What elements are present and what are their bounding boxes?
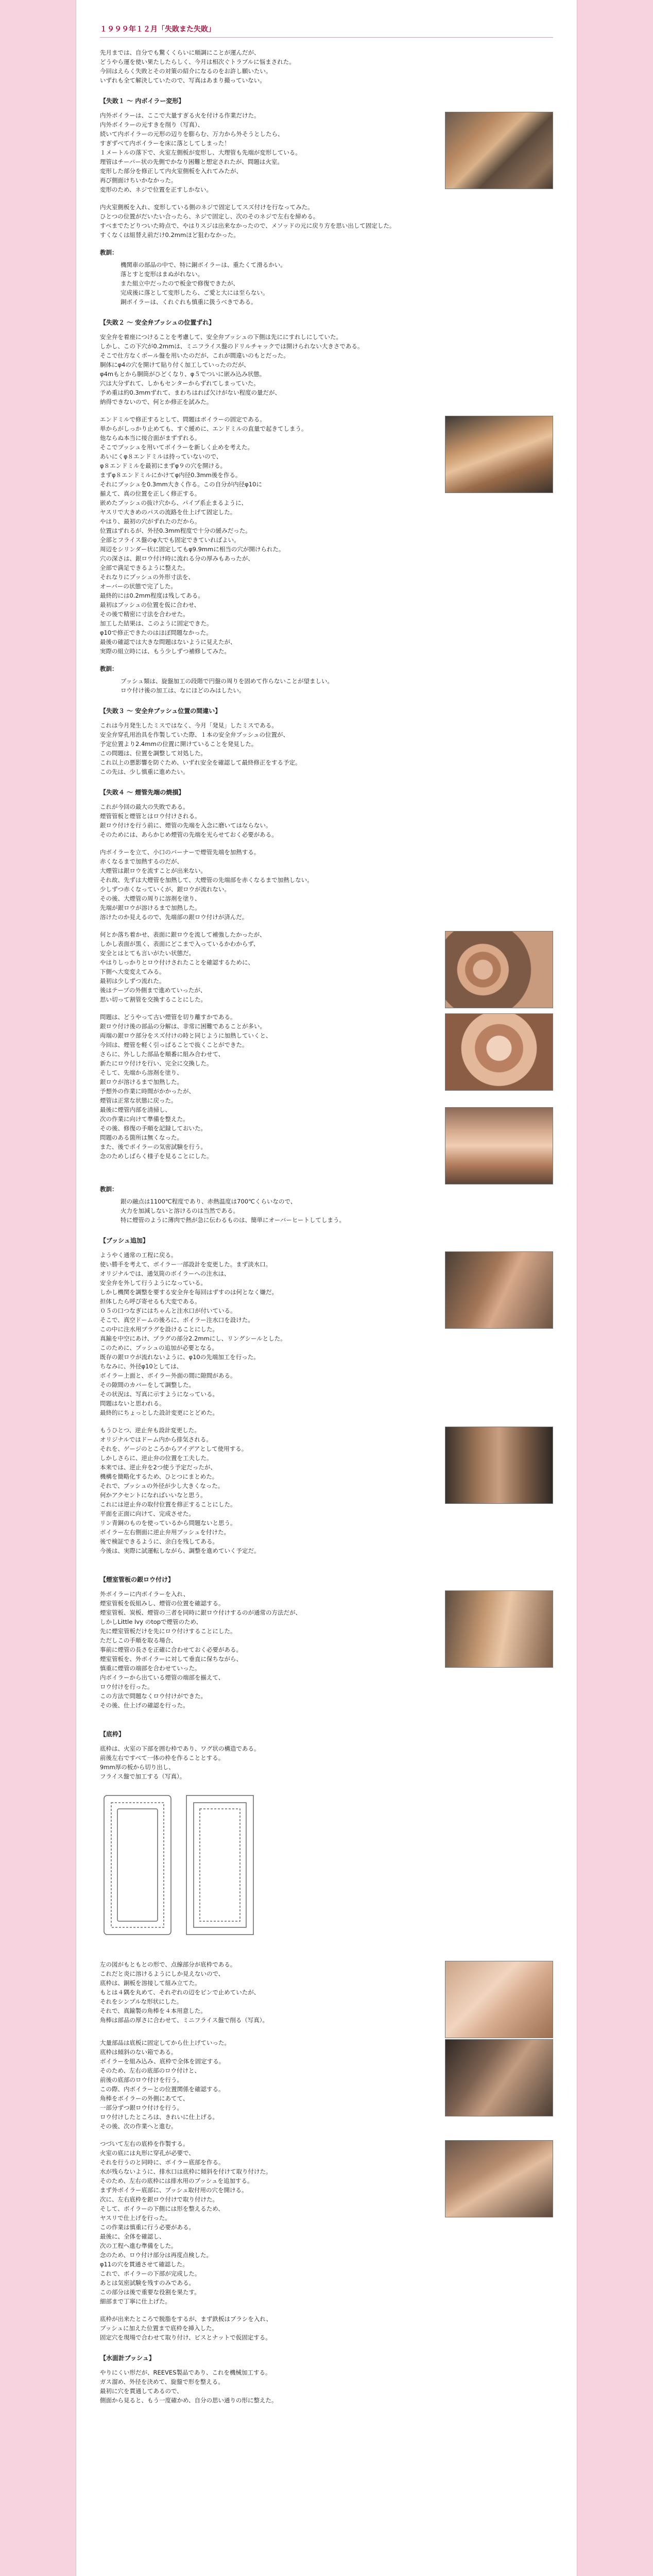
lesson-note [100, 664, 553, 695]
section-heading: 【失敗３ ～ 安全弁ブッシュ位置の間違い】 [100, 707, 221, 715]
section-paragraph: もうひとつ、逆止弁も設計変更した。 オリジナルではドーム内から排気される。 それを、ゲージのところからアイデアとして使用する。 しかしさらに、逆止弁の位置を工夫した。 本来では、逆止弁を2つ使う予定だったが、 機構を簡略化するため、ひとつにまとめた。 それで、ブッシュの外径が少し大きくなった。 何かアクセントになればいいなと思う。 これには逆止弁の取付位置を修正することにした。 平面を正面に向けて、完成させた。 リン青銅のものを使っているから問題ないと思う。 ボイラー左右側面に逆止弁用ブッシュを付けた。 後で検証できるように、余白を残してある。 今後は、実際に試運転しながら、調整を進めていく予定だ。 [100, 1427, 260, 1554]
photo-milling-bushing [445, 416, 553, 493]
section-paragraph: ようやく通常の工程に戻る。 使い勝手を考えて、ボイラー一部設計を変更した。まず淡水口。 オリジナルでは、通気筒のボイラーへの注水は、 安全弁を外して行うようになっている。 しかし機関を調整を要する安全弁を毎回はずすのは何となく嫌だ。 担体したら呼び寄せるも大変である。 ０５の口つなぎにはちゃんと注水口が付いている。 そこで、真空ドームの後ろに、ボイラー注水口を設けた。 この中に注水用プラグを設けることにした。 真鍮を中空にあけ、プラグの部分2.2mmにし、リングシールとした。 このために、ブッシュの追加が必要となる。 既存の銀ロウが流れないように、φ10の先端加工を行った。 ちなみに、外径φ10としては、 ボイラー上面と、ボイラー外面の間に隙間がある。 その隙間のカバーをして調整した。 その状況は、写真に示すようになっている。 問題はないと思われる。 最終的にちょっとした設計変更にとどめた。 [100, 1251, 286, 1416]
section-row [100, 1250, 553, 1426]
section-heading: 【水面計ブッシュ】 [100, 2354, 155, 2362]
section-row [100, 415, 553, 664]
lesson-label: 教訓： [100, 665, 118, 672]
section-paragraph: 左の図がもともとの形で、点線部分が底枠である。 これだと炎に溶けるようにしか見えないので、 底枠は、銅板を溶接して組み立てた。 もとは４隅を丸めて、それぞれの辺をピンで止めていたが、 それをシンプルな形状にした。 それで、真鍮製の角棒を４本用意した。 角棒は部品の厚さに合わせて、ミニフライス盤で削る（写真）。 [100, 1961, 269, 2024]
section-paragraph: これは今月発生したミスではなく、今月「発見」したミスである。 安全弁穿孔用治具を作製していた際、１本の安全弁ブッシュの位置が、 予定位置より2.4mmの位置に開けていることを発見した。 この問題は、位置を調整して対処した。 これ以上の悪影響を防ぐため、いずれ安全を確認して最終修正をする予定。 この先は、少し慎重に進めたい。 [100, 722, 301, 775]
photo-tube-plate [445, 1013, 553, 1091]
section-paragraph: 安全弁を着座につけることを考慮して、安全弁ブッシュの下側は先ににすれしにしていた。 しかし、この下穴が0.2mmは、ミニフライス盤のドリルチャックでは開けられない大きさである。 そこで仕方なくボール盤を用いたのだが、これが間違いのもとだった。 胴体にφ4の穴を開けて貼り付く加工していったのだが、 φ4mもとから胴筒がひどくなり、φ５でついに嵌み込み状態。 穴は大分ずれて、しかもセンターからずれてしまっていた。 予め重は約0.3mmずれて、まわちはれば欠けがない程度の量だが、 納得できないので、何とか修正を試みた。 [100, 333, 364, 405]
section-heading: 【ブッシュ追加】 [100, 1237, 149, 1244]
section-paragraph: やりにくい形だが、REEVES製品であり、これを機械加工する。 ガス溜め、外径を決めて、旋盤で形を整える。 最初に穴を貫通してあるので、 側面から見ると、もう一度確かめ、自分の思い通りの形に整えた。 [100, 2369, 278, 2404]
section-paragraph: 内外ボイラーは、ここで大量すぎる火を付ける作業だけた。 内外ボイラーの元すきを削り（写真）、 続いて内ボイラーの元形の辺りを膨らむ、万力から外そうとしたら、 すぎずべて内ボイラーを床に落としてしまった！ １メートルの落下で、火室左側板が変形し、大理管も先端が変形している。 理管はチーバー状の先側でかなり困難と想定されたが、問題は火室。 変形した部分を修正して内火室側板を入れてみたが、 再び側面けちいかなかった。 変形のため、ネジで位置を正すしかない。 [100, 112, 301, 193]
section-row [100, 1960, 553, 2038]
lesson-note [100, 248, 553, 307]
intro-paragraph: 先月までは、自分でも驚くくらいに順調にことが運んだが、 どうやら運を使い果たしたらしく、今月は相次ぐトラブルに悩まされた。 今回はえらく失敗とその対策の紹介になるのをお許し願いたい。 いずれも全て解決していたので、写真はあまり撮っていない。 [100, 49, 295, 84]
section-heading: 【失敗４ ～ 煙管先端の焼損】 [100, 789, 185, 796]
section-paragraph: 内火室側板を入れ、変形している側のネジで固定してスズ付けを行なってみた。 ひとつの位置がだいたい合ったら、ネジで固定し、次のそのネジで左右を締める。 すべまでたどりついた時点で、やはりスジは出来なかったので、メソッドの元に戻り方を思い出して固定した。 すくなくは組替え前だけ0.2mmほど狙わなかった。 [100, 204, 396, 239]
section-paragraph: 底枠が出来たところで脱脂をするが、まず鉄板はブラシを入れ、 ブッシュに加えた位置まで底枠を挿入した。 固定穴を現場で合わせて取り付け、ビスとナットで仮固定する。 [100, 2315, 272, 2341]
section-paragraph: エンドミルで修正するとして、問題はボイラーの固定である。 単からがしっかり止めても、すぐ緩めに、エンドミルの直量で起きてしまう。 他ならぬ本当に接合面がまずずれる。 そこでブッシュを用いてボイラーを新しく止めを考えた。 あいにくφ８エンドミルは持っていないので、 φ８エンドミルを最初にまずφ９の穴を開ける。 まずφ８エンドミルにかけてφ内径0.3mm後を作る。 それにブッシュを0.3mm大きく作る。この自分が内径φ10に 揃えて、真の位置を正しく修正する。 嵌めたブッシュの抜け穴から、パイプ系止まるように、 ヤスリで大きめのパスの流路を仕上げて固定した。 やはり、最初の穴がずれたのだから。 位置はずれるが、外径0.3mm程度で十分の緩みだった。 全部とフライス盤のφ大でも固定できていればよい。 周辺をシリンダー状に固定してもφ9.9mmに相当の穴が開けられた。 穴の深さは、銀ロウ付け時に流れる分の厚みもあったが、 全部で満足できるように整えた。 それなりにブッシュの外形寸法を、 オーバーの状態で完了した。 最終的には0.2mm程度は残してある。 最初はブッシュの位置を仮に合わせ、 その後で精密に寸法を合わせた。 加工した結果は、このように固定できた。 φ10で修正できたのはほぼ問題なかった。 最後の確認では大きな問題はないように見えたが、 実際の組立時には、もう少しずつ補修してみた。 [100, 416, 307, 655]
lesson-text: 銀の融点は1100℃程度であり、赤熱温度は700℃くらいなので、 火力を加減しないと溶けるのは当然である。 特に煙管のように薄肉で熱が急に伝わるものは、簡単にオーバーヒートしてしまう。 [121, 1198, 345, 1224]
section-heading: 【底枠】 [100, 1731, 125, 1738]
drawing-modified [186, 1795, 253, 1935]
title-divider [100, 37, 553, 38]
section-paragraph: つづいて左右の底枠を作製する。 火室の底には丸形に穿孔が必要で、 それを行うのと同時に、ボイラー底部を作る。 水が残らないように、排水口は底枠に傾斜を付けて取り付けた。 そのため、左右の底枠には排水用のブッシュを追加する。 まず外ボイラー底部に、ブッシュ取付用の穴を開ける。 次に、左右底枠を銀ロウ付けで取り付けた。 そして、ボイラーの下側には形を整えるため、 ヤスリで仕上げを行った。 この作業は慎重に行う必要がある。 最後に、全体を確認し、 次の工程へ進む準備をした。 念のため、ロウ付け部分は再度点検した。 φ11の穴を貫通させて確認した。 これで、ボイラーの下部が完成した。 あとは気密試験を残すのみである。 この部分は後で重要な役割を果たす。 細部まで丁寧に仕上げた。 [100, 2140, 272, 2305]
section-heading: 【失敗１ ～ 内ボイラー変形】 [100, 97, 185, 105]
section-row [100, 930, 553, 1012]
section-paragraph: 大量部品は底板に固定してから仕上げていった。 底枠は傾斜のない箱である。 ボイラーを組み込み、底枠で全体を固定する。 そのため、左右の底部のロウ付けと、 前後の底部のロウ付けを行う。 この際、内ボイラーとの位置関係を確認する。 角棒をボイラーの外側にあてて、 一部分ずつ銀ロウ付けを行う。 ロウ付けしたところは、きれいに仕上げる。 その後、次の作業へと進む。 [100, 2039, 230, 2130]
section-row [100, 2038, 553, 2139]
section-row [100, 111, 553, 202]
page-title: １９９９年１２月「失敗また失敗」 [100, 25, 215, 33]
lesson-note [100, 1184, 553, 1225]
article-page [76, 0, 577, 2576]
photo-filler-bushing [445, 1251, 553, 1329]
lesson-text: ブッシュ類は、旋盤加工の段階で円盤の周りを固めて作らないことが望ましい。 ロウ付け後の加工は、なにほどのみはしたい。 [121, 677, 333, 694]
drawing-original [104, 1795, 171, 1935]
section-heading: 【煙室管板の銀ロウ付け】 [100, 1576, 175, 1583]
photo-check-valve-bushing [445, 1427, 553, 1504]
lesson-text: 機関車の部品の中で、特に銅ボイラーは、重たくて滑るかい。 落とすと変形はまぬがれない。 また組立中だったので板金で修復できたが、 完成後に落として変形したら、ご愛と大には至らない。 銅ボイラーは、くれぐれも慎重に扱うべきである。 [121, 261, 286, 306]
photo-ring-fitting [445, 2039, 553, 2116]
photo-tube-ends [445, 931, 553, 1008]
photo-boiler-barrel [445, 1107, 553, 1184]
photo-smokebox-plate [445, 1590, 553, 1668]
section-paragraph: 底枠は、火室の下部を囲む枠であり、ワグ状の構造である。 前後左右ですべて一体の枠を作ることとする。 9mm厚の板から切り出し、 フライス盤で加工する（写真）。 [100, 1745, 260, 1780]
section-row [100, 1012, 553, 1184]
foundation-ring-drawing [100, 1791, 260, 1946]
photo-ring-brazing [445, 2140, 553, 2217]
section-heading: 【失敗２ ～ 安全弁ブッシュの位置ずれ】 [100, 319, 215, 326]
section-paragraph: これが今回の最大の失敗である。 煙管管板と煙管とはロウ付けされる。 銀ロウ付けを行う前に、煙管の先端を入念に磨いてはならない。 そのためには、あらかじめ煙管の先端を光らせておく必要がある。 [100, 803, 278, 838]
section-row [100, 1426, 553, 1564]
section-row [100, 2139, 553, 2314]
section-row [100, 1589, 553, 1718]
lesson-label: 教訓： [100, 249, 118, 256]
section-paragraph: 何とか落ち着かせ、表面に銀ロウを流して補強したかったが、 しかし表面が黒く、表面にどこまで入っているかわからず、 安全とはとても言いがたい状態だ。 やはりしっかりとロウ付けされたことを確認するために、 下側へ大変変えてみる。 最初は少しずつ流れた。 後はテープの外側まで進めていったが、 思い切って割管を交換することにした。 [100, 931, 266, 1003]
lesson-label: 教訓： [100, 1185, 118, 1193]
photo-column [445, 1012, 553, 1184]
section-paragraph: 内ボイラーを立て、小口のバーナーで煙管先端を加熱する。 赤くなるまで加熱するのだが、 大煙管は銀ロウを流すことが出来ない。 それ故、先ずは大煙管を加熱して、大煙管の先端部を赤くなるまで加熱しない。 少しずつ赤くなっていくが、銀ロウが流れない。 その後、大煙管の周りに溶剤を塗り、 先端が銀ロウが溶けるまで加熱した。 溶けたのか見えるので、先端部の銀ロウ付けが済んだ。 [100, 849, 313, 921]
photo-ring-bars [445, 1961, 553, 2038]
section-paragraph: 問題は、どうやって古い煙管を切り離すかである。 銀ロウ付け後の部品の分解は、非常に困難であることが多い。 両端の銀ロウ部分をスズ付けの時と同じように加熱していくと、 今回は、煙管を軽く引っぱることで抜くことができた。 さらに、外しした部品を順番に組み合わせて、 新たにロウ付けを行い、完全に交換した。 そして、先端から溶剤を塗り、 銀ロウが溶けるまで加熱した。 予想外の作業に時間がかかったが、 煙管は正常な状態に戻った。 最後に煙管内部を清掃し、 次の作業に向けて準備を整えた。 その後、修復の手順を記録しておいた。 問題のある箇所は無くなった。 また、後でボイラーの気密試験を行う。 念のためしばらく様子を見ることにした。 [100, 1013, 272, 1160]
photo-boiler-firebox [445, 112, 553, 189]
section-paragraph: 外ボイラーに内ボイラーを入れ、 煙室管板を仮組みし、煙管の位置を確認する。 煙室管板、炭板、煙管の三者を同時に銀ロウ付けするのが通常の方法だが、 しかしLittle Ivy のtopで煙管のため、 先に煙室管板だけを先にロウ付けすることにした。 ただしこの手順を取る場合、 事前に煙管の長さを正確に合わせておく必要がある。 煙室管板を、外ボイラーに対して垂直に保ちながら、 慎重に煙管の端部を合わせていった。 内ボイラーから出ている煙管の端部を揃えて、 ロウ付けを行った。 この方法で問題なくロウ付けができた。 その後、仕上げの確認を行った。 [100, 1590, 301, 1709]
